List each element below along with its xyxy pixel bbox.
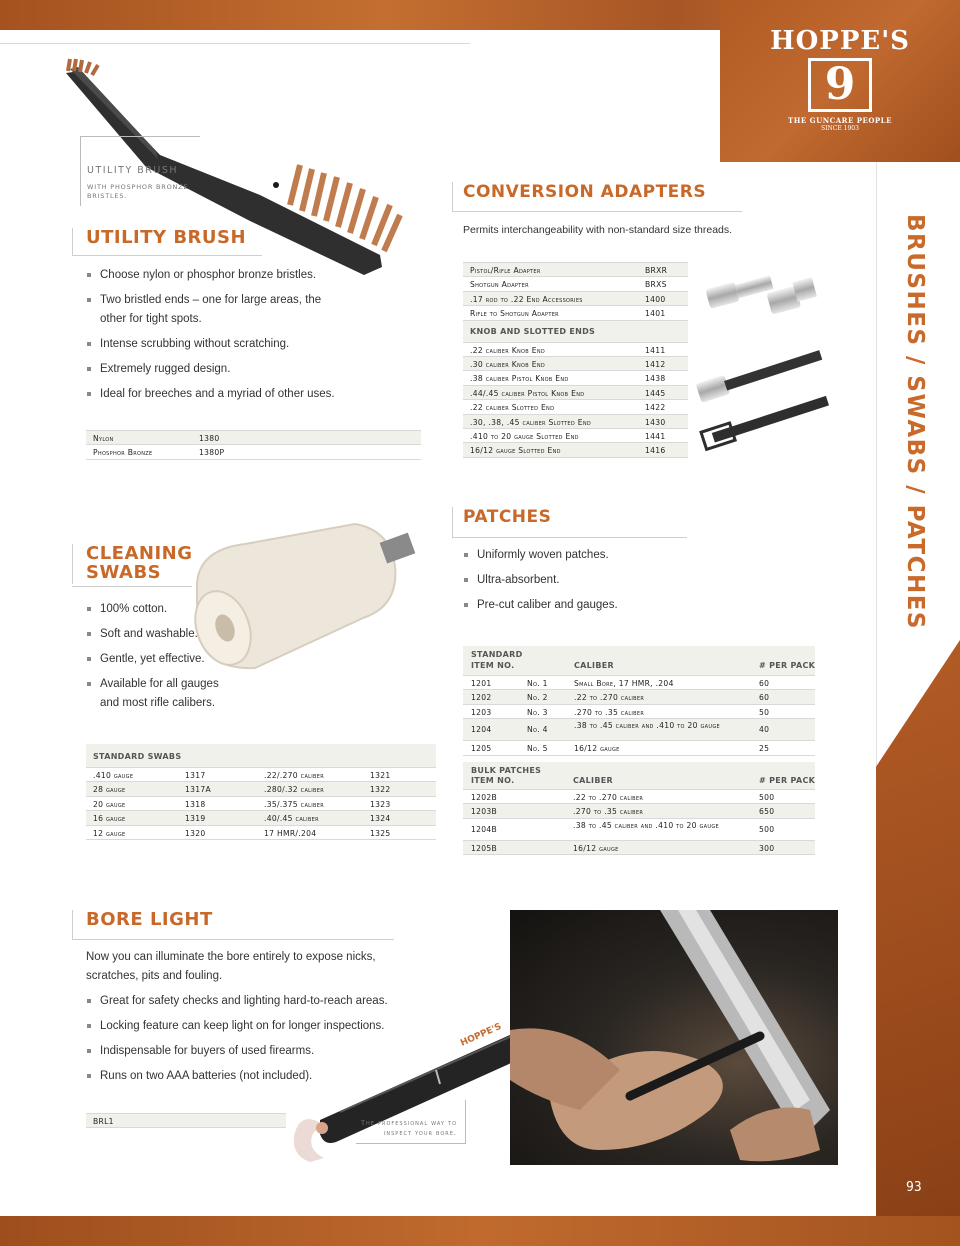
bore-light-logo: HOPPE'S bbox=[459, 1021, 504, 1049]
table-row: .30, .38, .45 caliber Slotted End 1430 bbox=[463, 415, 688, 429]
patches-bullets bbox=[463, 546, 723, 621]
side-title: BRUSHES / SWABS / PATCHES bbox=[902, 214, 928, 630]
table-subheader: KNOB AND SLOTTED ENDS bbox=[463, 321, 688, 343]
table-row: 12 gauge 1320 17 HMR/.204 1325 bbox=[86, 826, 436, 840]
table-row: 16 gauge 1319 .40/.45 caliber 1324 bbox=[86, 811, 436, 825]
brand-name: HOPPE'S bbox=[770, 26, 910, 56]
table-row: 16/12 gauge Slotted End 1416 bbox=[463, 443, 688, 457]
bottom-rust-band bbox=[0, 1216, 960, 1246]
swabs-bullets bbox=[86, 600, 226, 719]
table-row: Pistol/Rifle Adapter BRXR bbox=[463, 263, 688, 277]
conversion-desc: Permits interchangeability with non-standard size threads. bbox=[463, 224, 733, 236]
list-item: Choose nylon or phosphor bronze bristles. bbox=[86, 266, 346, 285]
patches-title: PATCHES bbox=[463, 507, 552, 527]
patches-bulk-table bbox=[463, 762, 815, 855]
table-row: .22 caliber Slotted End 1422 bbox=[463, 400, 688, 414]
list-item: Two bristled ends – one for large areas, the other for tight spots. bbox=[86, 291, 346, 329]
table-row: 1203B .270 to .35 caliber 650 bbox=[463, 804, 815, 818]
table-row: .410 gauge 1317 .22/.270 caliber 1321 bbox=[86, 768, 436, 782]
table-row: Nylon 1380 bbox=[86, 431, 421, 445]
table-row: .17 rod to .22 End Accessories 1400 bbox=[463, 292, 688, 306]
list-item: Locking feature can keep light on for longer inspections. bbox=[86, 1017, 396, 1036]
table-header: STANDARD ITEM NO. CALIBER # PER PACK bbox=[463, 646, 815, 676]
swabs-table bbox=[86, 744, 436, 840]
table-header: BULK PATCHES ITEM NO. CALIBER # PER PACK bbox=[463, 762, 815, 790]
brand-tagline: THE GUNCARE PEOPLE bbox=[788, 116, 892, 125]
list-item: Available for all gauges and most rifle calibers. bbox=[86, 675, 226, 713]
list-item: Intense scrubbing without scratching. bbox=[86, 335, 346, 354]
page-number: 93 bbox=[906, 1180, 922, 1195]
table-row: Shotgun Adapter BRXS bbox=[463, 277, 688, 291]
bore-light-in-use-photo bbox=[510, 910, 838, 1165]
swabs-title-line2: SWABS bbox=[86, 562, 162, 583]
table-row: 1202B .22 to .270 caliber 500 bbox=[463, 790, 815, 804]
utility-brush-label bbox=[80, 136, 200, 206]
bore-light-title: BORE LIGHT bbox=[86, 909, 213, 930]
brand-logo bbox=[720, 0, 960, 162]
table-row: 1204 No. 4 .38 to .45 caliber and .410 to 20 gauge 40 bbox=[463, 719, 815, 741]
bore-light-intro: Now you can illuminate the bore entirely to expose nicks, scratches, pits and fouling. bbox=[86, 951, 376, 982]
conversion-table bbox=[463, 262, 688, 458]
list-item: Soft and washable. bbox=[86, 625, 226, 644]
list-item: Runs on two AAA batteries (not included). bbox=[86, 1067, 396, 1086]
list-item: Ideal for breeches and a myriad of other uses. bbox=[86, 385, 346, 404]
table-row: .38 caliber Pistol Knob End 1438 bbox=[463, 371, 688, 385]
table-row: 1204B .38 to .45 caliber and .410 to 20 gauge 500 bbox=[463, 819, 815, 841]
table-row: 1201 No. 1 Small Bore, 17 HMR, .204 60 bbox=[463, 676, 815, 690]
top-rule bbox=[0, 43, 470, 44]
brand-since: SINCE 1903 bbox=[821, 125, 859, 132]
table-row: Rifle to Shotgun Adapter 1401 bbox=[463, 306, 688, 320]
table-row: 1203 No. 3 .270 to .35 caliber 50 bbox=[463, 705, 815, 719]
table-row: .410 to 20 gauge Slotted End 1441 bbox=[463, 429, 688, 443]
list-item: Great for safety checks and lighting hard-to-reach areas. bbox=[86, 992, 396, 1011]
table-row: BRL1 bbox=[86, 1114, 286, 1128]
utility-brush-title: UTILITY BRUSH bbox=[86, 227, 247, 248]
swabs-title-line1: CLEANING bbox=[86, 543, 193, 564]
bore-light-table bbox=[86, 1113, 286, 1128]
table-row: 20 gauge 1318 .35/.375 caliber 1323 bbox=[86, 797, 436, 811]
table-row: 1205B 16/12 gauge 300 bbox=[463, 841, 815, 855]
bore-light-caption: The professional way to inspect your bore. bbox=[361, 1119, 457, 1137]
utility-brush-table bbox=[86, 430, 421, 460]
list-item: Gentle, yet effective. bbox=[86, 650, 226, 669]
table-row: 28 gauge 1317A .280/.32 caliber 1322 bbox=[86, 782, 436, 796]
photo-illustration bbox=[510, 910, 838, 1165]
table-row: .30 caliber Knob End 1412 bbox=[463, 357, 688, 371]
utility-brush-bullets bbox=[86, 266, 346, 410]
list-item: Uniformly woven patches. bbox=[463, 546, 723, 565]
table-header: STANDARD SWABS bbox=[86, 744, 436, 768]
list-item: Indispensable for buyers of used firearms. bbox=[86, 1042, 396, 1061]
utility-brush-label-title: UTILITY BRUSH bbox=[87, 165, 179, 176]
list-item: Ultra-absorbent. bbox=[463, 571, 723, 590]
brand-number: 9 bbox=[808, 58, 872, 112]
utility-brush-label-sub: WITH PHOSPHOR BRONZE BRISTLES. bbox=[87, 183, 189, 200]
conversion-title: CONVERSION ADAPTERS bbox=[463, 182, 707, 202]
list-item: Pre-cut caliber and gauges. bbox=[463, 596, 723, 615]
table-row: 1202 No. 2 .22 to .270 caliber 60 bbox=[463, 690, 815, 704]
bore-light-caption-box bbox=[356, 1100, 466, 1144]
table-row: .44/.45 caliber Pistol Knob End 1445 bbox=[463, 386, 688, 400]
table-row: Phosphor Bronze 1380P bbox=[86, 445, 421, 459]
list-item: 100% cotton. bbox=[86, 600, 226, 619]
list-item: Extremely rugged design. bbox=[86, 360, 346, 379]
table-row: 1205 No. 5 16/12 gauge 25 bbox=[463, 741, 815, 755]
adapters-image bbox=[695, 262, 845, 462]
table-row: .22 caliber Knob End 1411 bbox=[463, 343, 688, 357]
patches-standard-table bbox=[463, 646, 815, 756]
